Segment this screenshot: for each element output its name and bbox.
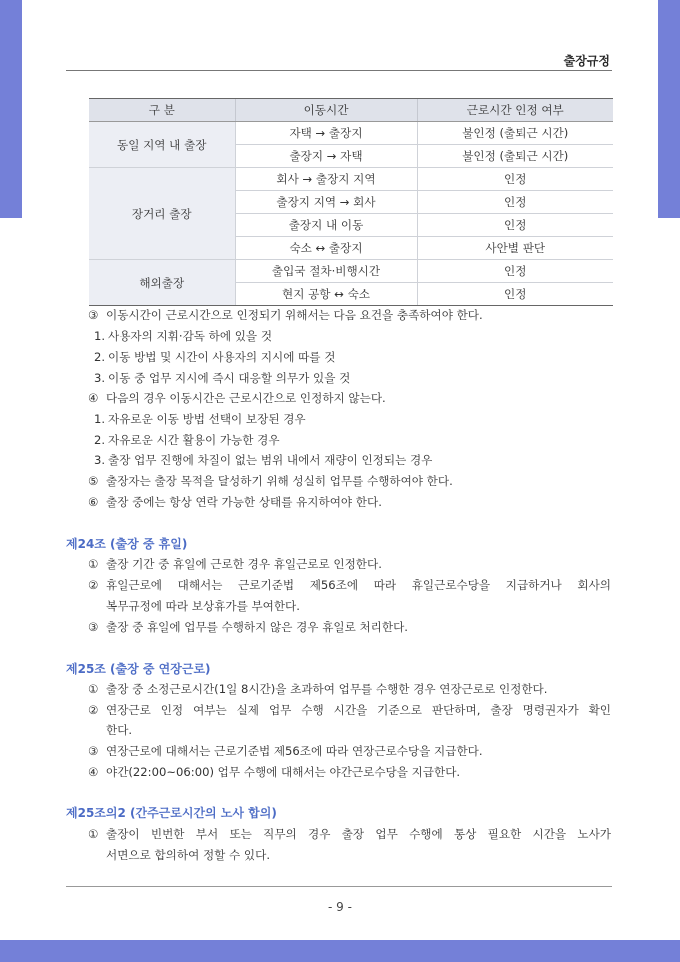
- article-24-title: 제24조 (출장 중 휴일): [66, 537, 188, 551]
- clause-text-line: 휴일근로에 대해서는 근로기준법 제56조에 따라 휴일근로수당을 지급하거나 회사의: [106, 578, 611, 592]
- clause-text: 출장 중 휴일에 업무를 수행하지 않은 경우 휴일로 처리한다.: [106, 620, 408, 634]
- clause-marker-only: [88, 702, 106, 718]
- decorative-band-bottom: [0, 940, 680, 962]
- table-cell-move: 출장지 내 이동: [235, 214, 417, 237]
- sub-item: [94, 349, 335, 365]
- sub-item-text: 사용자의 지휘·감독 하에 있을 것: [108, 329, 273, 343]
- table-cell-status: 불인정 (출퇴근 시간): [417, 122, 613, 145]
- clause-text: 출장 중 소정근로시간(1일 8시간)을 초과하여 업무를 수행한 경우 연장근로로 인정한다.: [106, 682, 548, 696]
- sub-item-text: 이동 방법 및 시간이 사용자의 지시에 따를 것: [108, 350, 336, 364]
- table-cell-status: 인정: [417, 191, 613, 214]
- table-header-status: 근로시간 인정 여부: [417, 99, 613, 122]
- table-cell-move: 회사 → 출장지 지역: [235, 168, 417, 191]
- clause-text-line: 서면으로 합의하여 정할 수 있다.: [106, 848, 271, 862]
- clause-marker: ①: [88, 682, 99, 696]
- table-cell-status: 인정: [417, 260, 613, 283]
- table-header-category: 구 분: [89, 99, 235, 122]
- clause-item: [88, 307, 483, 323]
- table-cell-status: 사안별 판단: [417, 237, 613, 260]
- table-cell-move: 자택 → 출장지: [235, 122, 417, 145]
- clause-item: [88, 764, 460, 780]
- table-row: [89, 168, 613, 191]
- document-header-title: 출장규정: [563, 54, 610, 68]
- sub-item-number: 3.: [94, 453, 106, 467]
- travel-time-table: [89, 98, 613, 306]
- sub-item: [94, 370, 350, 386]
- sub-item-text: 자유로운 이동 방법 선택이 보장된 경우: [108, 412, 306, 426]
- table-cell-status: 인정: [417, 283, 613, 306]
- article-25-title: 제25조 (출장 중 연장근로): [66, 662, 211, 676]
- table-cell-status: 인정: [417, 214, 613, 237]
- clause-item: [88, 681, 547, 697]
- sub-item-number: 3.: [94, 371, 106, 385]
- clause-item: [88, 619, 408, 635]
- table-cell-status: 불인정 (출퇴근 시간): [417, 145, 613, 168]
- clause-marker-only: [88, 826, 106, 842]
- table-row: [89, 260, 613, 283]
- clause-text-line: 복무규정에 따라 보상휴가를 부여한다.: [106, 599, 300, 613]
- table-header-move: 이동시간: [235, 99, 417, 122]
- table-row: [89, 122, 613, 145]
- sub-item-text: 출장 업무 진행에 차질이 없는 범위 내에서 재량이 인정되는 경우: [108, 453, 433, 467]
- sub-item: [94, 452, 432, 468]
- table-cell-status: 인정: [417, 168, 613, 191]
- clause-marker: ②: [88, 578, 99, 592]
- article-25-2-title: 제25조의2 (간주근로시간의 노사 합의): [66, 806, 277, 820]
- clause-text: 연장근로에 대해서는 근로기준법 제56조에 따라 연장근로수당을 지급한다.: [106, 744, 483, 758]
- sub-item-number: 1.: [94, 412, 106, 426]
- clause-text: 출장 중에는 항상 연락 가능한 상태를 유지하여야 한다.: [106, 495, 382, 509]
- page-number: - 9 -: [328, 900, 352, 914]
- sub-item-text: 이동 중 업무 지시에 즉시 대응할 의무가 있을 것: [108, 371, 351, 385]
- decorative-band-right: [658, 0, 680, 218]
- sub-item-number: 1.: [94, 329, 106, 343]
- clause-item: [88, 390, 386, 406]
- clause-marker: ①: [88, 557, 99, 571]
- table-header-row: [89, 99, 613, 122]
- table-category-cell: 해외출장: [89, 260, 235, 306]
- table-category-cell: 동일 지역 내 출장: [89, 122, 235, 168]
- clause-marker-only: [88, 577, 106, 593]
- clause-marker: ③: [88, 620, 99, 634]
- clause-text-line: 출장이 빈번한 부서 또는 직무의 경우 출장 업무 수행에 통상 필요한 시간을 노사가: [106, 827, 611, 841]
- table-cell-move: 숙소 ↔ 출장지: [235, 237, 417, 260]
- clause-marker: ⑤: [88, 474, 99, 488]
- clause-text: 다음의 경우 이동시간은 근로시간으로 인정하지 않는다.: [106, 391, 386, 405]
- header-divider: [66, 70, 612, 71]
- table-category-cell: 장거리 출장: [89, 168, 235, 260]
- clause-marker: ①: [88, 827, 99, 841]
- table-cell-move: 출장지 지역 → 회사: [235, 191, 417, 214]
- clause-marker: ②: [88, 703, 99, 717]
- table-cell-move: 현지 공항 ↔ 숙소: [235, 283, 417, 306]
- clause-marker: ③: [88, 308, 99, 322]
- clause-item: [88, 494, 382, 510]
- table-cell-move: 출입국 절차·비행시간: [235, 260, 417, 283]
- clause-marker: ⑥: [88, 495, 99, 509]
- clause-marker: ③: [88, 744, 99, 758]
- sub-item: [94, 411, 306, 427]
- clause-text-line: 연장근로 인정 여부는 실제 업무 수행 시간을 기준으로 판단하며, 출장 명령권자가 확인: [106, 703, 611, 717]
- clause-text: 이동시간이 근로시간으로 인정되기 위해서는 다음 요건을 충족하여야 한다.: [106, 308, 483, 322]
- sub-item-number: 2.: [94, 433, 106, 447]
- footer-divider: [66, 886, 612, 887]
- sub-item: [94, 328, 272, 344]
- clause-text: 출장 기간 중 휴일에 근로한 경우 휴일근로로 인정한다.: [106, 557, 382, 571]
- clause-text: 야간(22:00~06:00) 업무 수행에 대해서는 야간근로수당을 지급한다.: [106, 765, 461, 779]
- clause-marker: ④: [88, 391, 99, 405]
- clause-item: [88, 473, 453, 489]
- clause-text: 출장자는 출장 목적을 달성하기 위해 성실히 업무를 수행하여야 한다.: [106, 474, 453, 488]
- clause-marker: ④: [88, 765, 99, 779]
- table-cell-move: 출장지 → 자택: [235, 145, 417, 168]
- clause-text-line: 한다.: [106, 723, 133, 737]
- sub-item-text: 자유로운 시간 활용이 가능한 경우: [108, 433, 280, 447]
- sub-item-number: 2.: [94, 350, 106, 364]
- clause-item: [88, 556, 382, 572]
- decorative-band-left: [0, 0, 22, 218]
- clause-item: [88, 743, 483, 759]
- sub-item: [94, 432, 280, 448]
